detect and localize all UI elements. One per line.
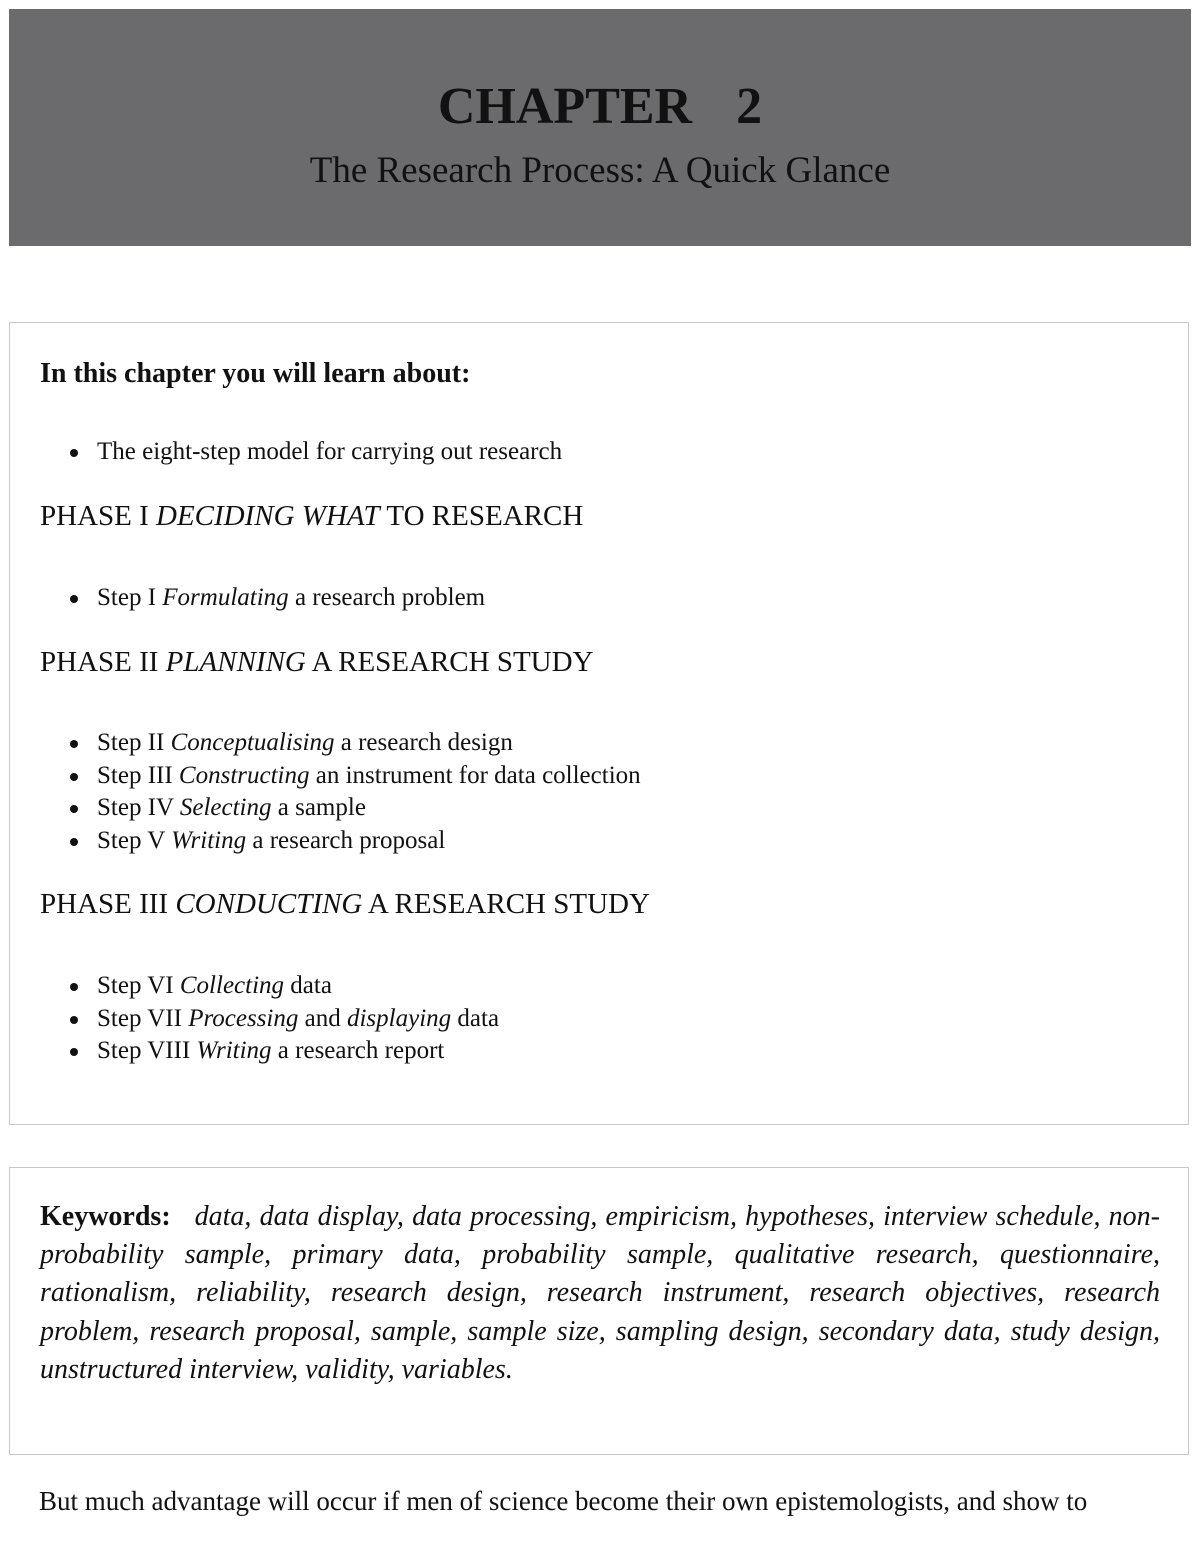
keywords-box [9, 1167, 1189, 1455]
phase-1-steps [10, 582, 485, 615]
phase-3-suffix: A RESEARCH STUDY [362, 888, 650, 920]
step-item [10, 825, 641, 858]
step-number: Step IV [97, 794, 180, 822]
phase-3-steps [10, 970, 499, 1068]
step-verb: Formulating [162, 584, 289, 611]
step-item [10, 760, 641, 793]
learn-heading: In this chapter you will learn about: [40, 358, 471, 389]
intro-item-text: The eight-step model for carrying out research [97, 438, 563, 465]
chapter-banner [9, 9, 1191, 246]
step-rest: a research proposal [246, 826, 446, 854]
phase-1-emphasis: DECIDING WHAT [156, 500, 380, 532]
phase-2-heading [40, 645, 594, 679]
step-item [10, 1035, 499, 1068]
step-number: Step VI [97, 972, 180, 999]
step-verb: Collecting [179, 972, 285, 999]
chapter-title [9, 77, 1191, 137]
step-verb-2: displaying [346, 1004, 452, 1032]
phase-2-prefix: PHASE II [40, 646, 166, 678]
list-item [10, 436, 562, 469]
step-number: Step VII [97, 1004, 189, 1032]
step-item [10, 792, 641, 825]
step-verb: Constructing [178, 761, 310, 789]
phase-3-prefix: PHASE III [40, 888, 176, 920]
step-number: Step I [97, 584, 163, 611]
phase-2-steps [10, 727, 641, 857]
step-rest: an instrument for data collection [309, 761, 641, 789]
intro-list [10, 436, 562, 469]
step-rest: a research design [334, 729, 513, 756]
step-verb: Processing [188, 1004, 299, 1032]
body-paragraph: But much advantage will occur if men of science become their own epistemologists, and show to [39, 1486, 1088, 1516]
step-rest: a sample [271, 794, 366, 822]
step-number: Step II [97, 729, 171, 756]
phase-1-heading [40, 499, 583, 533]
learning-objectives-box [9, 322, 1189, 1125]
step-rest-2: data [451, 1004, 500, 1032]
step-number: Step V [97, 826, 172, 854]
phase-3-heading [40, 887, 650, 921]
step-verb: Conceptualising [170, 729, 335, 756]
phase-2-suffix: A RESEARCH STUDY [305, 646, 594, 678]
keywords-list: data, data display, data processing, empiricism, hypotheses, interview schedule, non-probability sample, primary data, probability sample, qualitative research, questionnaire, rationalism, reliability, research design, research instrument, research objectives, research problem, research proposal, sample, sample size, sampling design, secondary data, study design, unstructured interview, validity, variables. [40, 1201, 1160, 1385]
chapter-label: CHAPTER [437, 78, 693, 135]
step-number: Step III [97, 761, 179, 789]
step-item [10, 727, 641, 760]
step-item [10, 970, 499, 1003]
step-verb: Writing [196, 1037, 272, 1065]
step-rest: and [298, 1004, 347, 1032]
step-rest: data [284, 972, 332, 999]
step-rest: a research problem [288, 584, 486, 611]
phase-2-emphasis: PLANNING [165, 646, 306, 678]
phase-3-emphasis: CONDUCTING [175, 888, 363, 920]
step-item [10, 1003, 499, 1036]
phase-1-prefix: PHASE I [40, 500, 157, 532]
step-rest: a research report [271, 1037, 445, 1065]
phase-1-suffix: TO RESEARCH [379, 500, 584, 532]
chapter-number: 2 [736, 78, 763, 135]
step-number: Step VIII [97, 1037, 197, 1065]
step-item [10, 582, 485, 615]
step-verb: Writing [171, 826, 247, 854]
keywords-label: Keywords: [40, 1201, 171, 1232]
chapter-subtitle: The Research Process: A Quick Glance [309, 150, 891, 191]
step-verb: Selecting [179, 794, 272, 822]
keywords-paragraph [40, 1198, 1160, 1389]
